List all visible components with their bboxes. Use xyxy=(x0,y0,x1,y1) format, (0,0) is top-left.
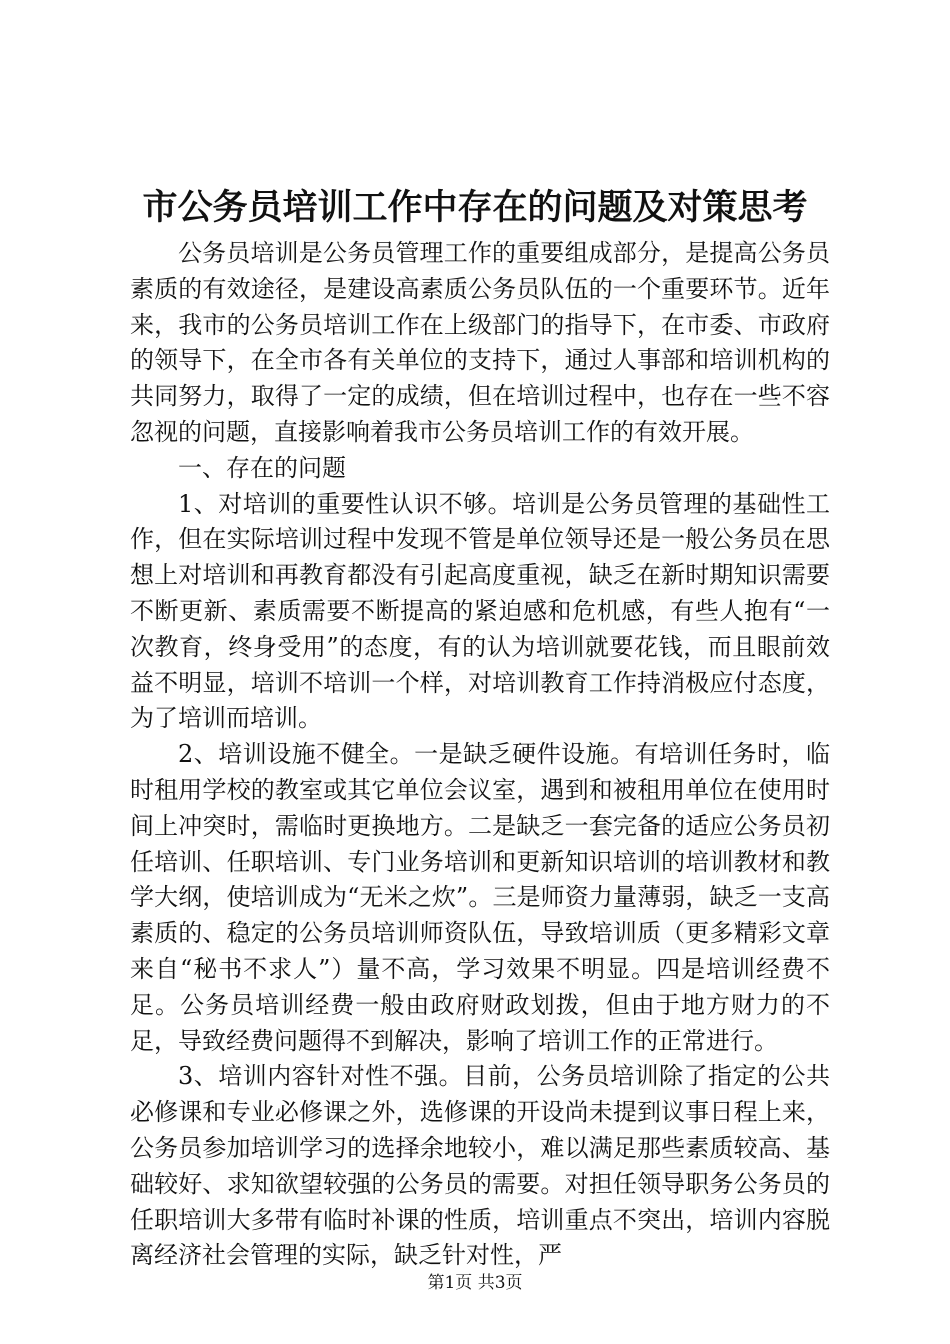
document-body xyxy=(130,236,830,1274)
paragraph-point-3: 3、培训内容针对性不强。目前，公务员培训除了指定的公共必修课和专业必修课之外，选修课的开设尚未提到议事日程上来，公务员参加培训学习的选择余地较小，难以满足那些素质较高、基础较好、求知欲望较强的公务员的需要。对担任领导职务公务员的任职培训大多带有临时补课的性质，培训重点不突出，培训内容脱离经济社会管理的实际，缺乏针对性，严 xyxy=(130,1062,830,1270)
page-number-footer: 第1页 共3页 xyxy=(427,1273,523,1293)
section-heading-problems: 一、存在的问题 xyxy=(178,453,346,482)
paragraph-point-1: 1、对培训的重要性认识不够。培训是公务员管理的基础性工作，但在实际培训过程中发现不管是单位领导还是一般公务员在思想上对培训和再教育都没有引起高度重视，缺乏在新时期知识需要不断更新、素质需要不断提高的紧迫感和危机感，有些人抱有“一次教育，终身受用”的态度，有的认为培训就要花钱，而且眼前效益不明显，培训不培训一个样，对培训教育工作持消极应付态度，为了培训而培训。 xyxy=(130,489,830,733)
paragraph-point-2: 2、培训设施不健全。一是缺乏硬件设施。有培训任务时，临时租用学校的教室或其它单位会议室，遇到和被租用单位在使用时间上冲突时，需临时更换地方。二是缺乏一套完备的适应公务员初任培训、任职培训、专门业务培训和更新知识培训的培训教材和教学大纲，使培训成为“无米之炊”。三是师资力量薄弱，缺乏一支高素质的、稳定的公务员培训师资队伍，导致培训质（更多精彩文章来自“秘书不求人”）量不高，学习效果不明显。四是培训经费不足。公务员培训经费一般由政府财政划拨，但由于地方财力的不足，导致经费问题得不到解决，影响了培训工作的正常进行。 xyxy=(130,740,830,1055)
document-title: 市公务员培训工作中存在的问题及对策思考 xyxy=(142,187,808,228)
paragraph-intro: 公务员培训是公务员管理工作的重要组成部分，是提高公务员素质的有效途径，是建设高素质公务员队伍的一个重要环节。近年来，我市的公务员培训工作在上级部门的指导下，在市委、市政府的领导下，在全市各有关单位的支持下，通过人事部和培训机构的共同努力，取得了一定的成绩，但在培训过程中，也存在一些不容忽视的问题，直接影响着我市公务员培训工作的有效开展。 xyxy=(130,239,830,446)
